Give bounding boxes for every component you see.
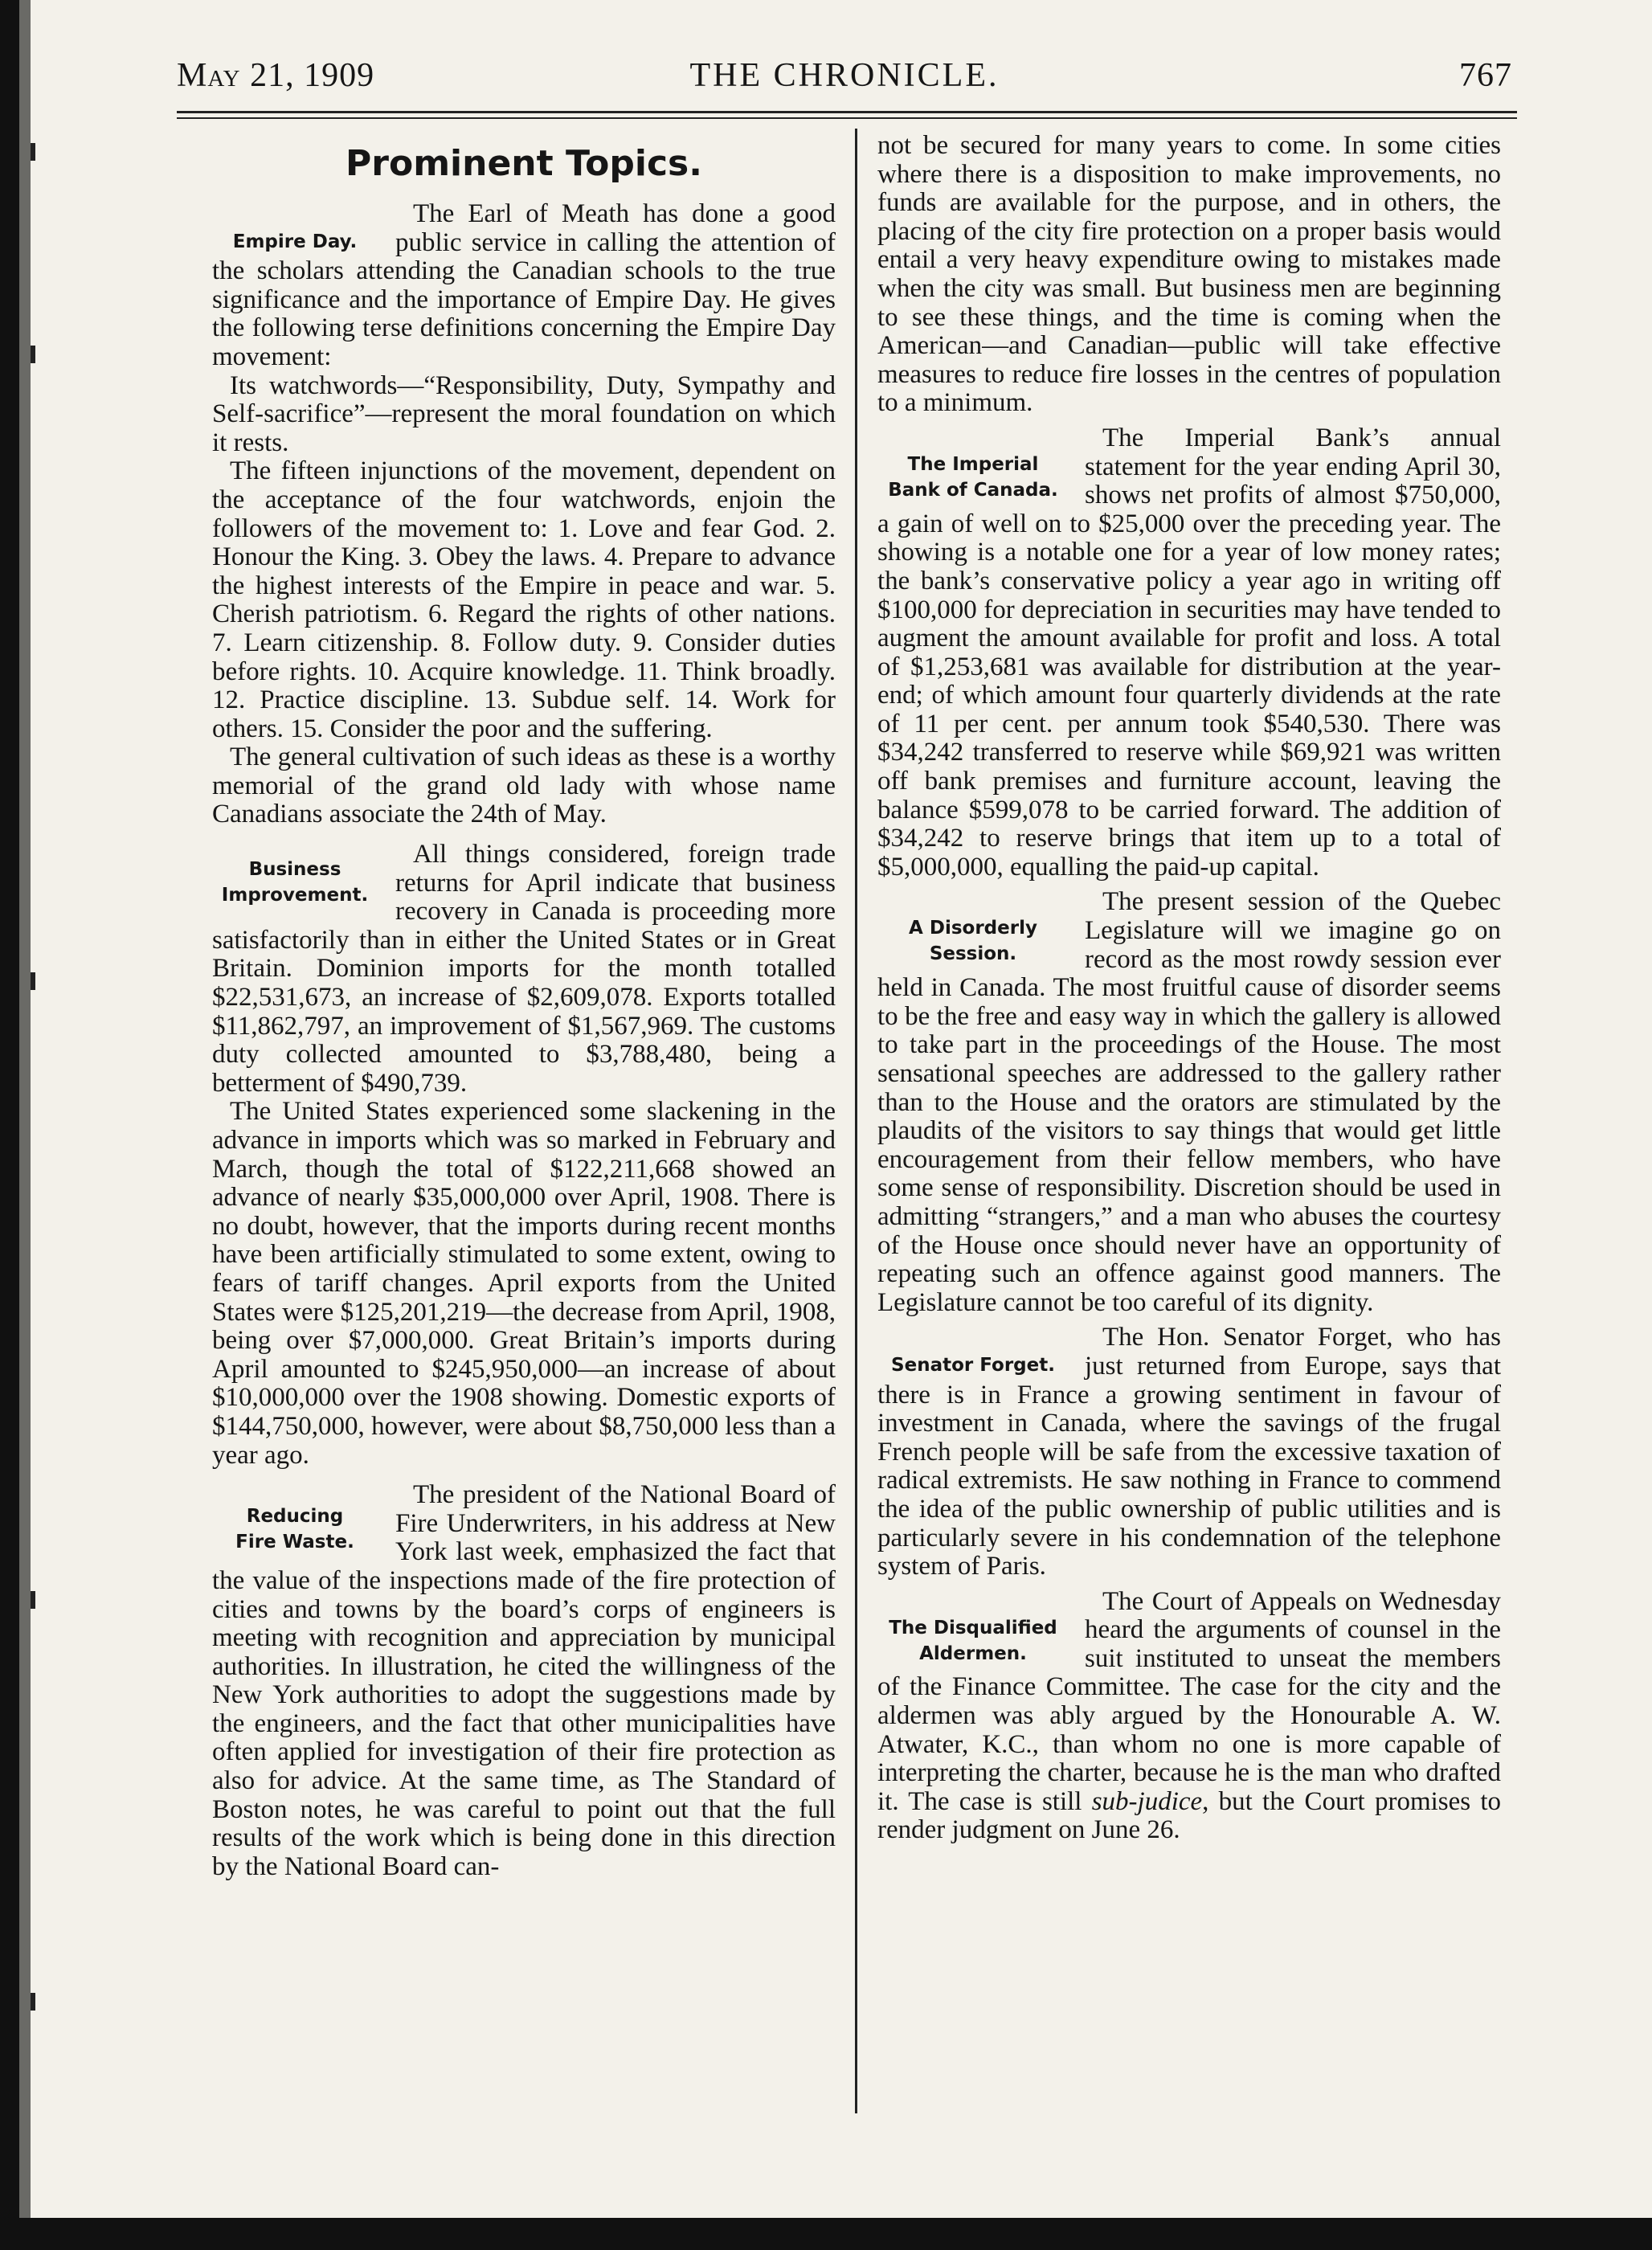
sidehead-text: Empire Day. (232, 231, 358, 252)
sidehead-line: Aldermen. (919, 1642, 1027, 1664)
article-paragraph: The United States experienced some slackening in the advance in imports which was so marked in February and March, though the total of $122,211,668 showed an advance of nearly $35,000,000 over April, 1908. There is no doubt, however, that the imports during recent months have been artificially stimulated to some extent, owing to fears of tariff changes. April exports from the United States were $125,201,219—the decrease from April, 1908, being over $7,000,000. Great Britain’s imports during April amounted to $245,950,000—an increase of about $10,000,000 over the 1908 showing. Domestic exports of $144,750,000, however, were about $8,750,000 less than a year ago. (212, 1097, 836, 1470)
sidehead-line: The Imperial (907, 453, 1039, 475)
article-paragraph: The president of the National Board of Fire Underwriters, in his address at New York last week, emphasized the fact that the value of the inspections made of the fire protection of cities and towns by the board’s corps of engineers is meeting with recognition and appreciation by municipal authorities. In illustration, he cited the willingness of the New York authorities to adopt the suggestions made by the engineers, and the fact that other municipalities have often applied for investigation of their fire protection as also for advice. At the same time, as The Standard of Boston notes, he was careful to point out that the full results of the work which is being done in this direction by the National Board can- (212, 1480, 836, 1881)
binding-edge (19, 0, 31, 2218)
article-paragraph: The Earl of Meath has done a good public service in calling the attention of the scholars attending the Canadian schools to the true significance and the importance of Empire Day. He gives the following terse definitions concerning the Empire Day movement: (212, 199, 836, 371)
article-paragraph: The fifteen injunctions of the movement, dependent on the acceptance of the four watchwords, enjoin the followers of the movement to: 1. Love and fear God. 2. Honour the King. 3. Obey the laws. 4. Prepare to advance the highest interests of the Empire in peace and war. 5. Cherish patriotism. 6. Regard the rights of other nations. 7. Learn citizenship. 8. Follow duty. 9. Consider duties before rights. 10. Acquire knowledge. 11. Think broadly. 12. Practice discipline. 13. Subdue self. 14. Work for others. 15. Consider the poor and the suffering. (212, 456, 836, 743)
article-sidehead (873, 1615, 1073, 1667)
page (19, 0, 1652, 2218)
article-paragraph: All things considered, foreign trade returns for April indicate that business recovery in Canada is proceeding more satisfactorily than in either the United States or in Great Britain. Dominion imports for the month totalled $22,531,673, an increase of $2,609,078. Exports totalled $11,862,797, an improvement of $1,567,969. The customs duty collected amounted to $3,788,480, being a betterment of $490,739. (212, 840, 836, 1098)
sidehead-line: The Disqualified (889, 1617, 1057, 1638)
article-paragraph: The present session of the Quebec Legislature will we imagine go on record as the most rowdy session ever held in Canada. The most fruitful cause of disorder seems to be the free and easy way in which the gallery is allowed to take part in the proceedings of the House. The most sensational speeches are addressed to the gallery rather than to the House and the orators are stimulated by the plaudits of the visitors to say things that would get little encouragement from their fellow members, who have some sense of responsibility. Discretion should be used in admitting “strangers,” and a man who abuses the courtesy of the House once should never have an opportunity of repeating such an offence against good manners. The Legislature cannot be too careful of its dignity. (877, 887, 1501, 1317)
binding-mark (31, 1591, 35, 1609)
sidehead-line: Improvement. (221, 885, 369, 906)
article-paragraph: Its watchwords—“Responsibility, Duty, Sympathy and Self-sacrifice”—represent the moral foundation on which it rests. (212, 370, 836, 457)
sidehead-line: Reducing (246, 1506, 344, 1528)
sidehead-line: Fire Waste. (235, 1532, 354, 1553)
sidehead-line: A Disorderly (909, 918, 1037, 939)
running-header (177, 56, 1512, 104)
italic-term: sub-judice (1091, 1786, 1203, 1816)
article-sidehead (873, 452, 1073, 503)
article-sidehead (873, 1352, 1073, 1378)
article-empire-day (212, 200, 836, 829)
article-sidehead (206, 857, 384, 908)
issue-date: May 21, 1909 (177, 57, 375, 94)
publication-title: THE CHRONICLE. (689, 57, 1000, 94)
article-reducing-fire-waste (212, 1481, 836, 1881)
binding-mark (31, 1993, 35, 2011)
binding-mark (31, 346, 35, 363)
section-heading: Prominent Topics. (346, 143, 702, 184)
article-sidehead (206, 1503, 384, 1555)
article-paragraph: The Imperial Bank’s annual statement for the year ending April 30, shows net profits of almost $750,000, a gain of well on to $25,000 over the preceding year. The showing is a notable one for a year of low money rates; the bank’s conservative policy a year ago in writing off $100,000 for depreciation in securities may have tended to augment the amount available for profit and loss. A total of $1,253,681 was available for distribution at the year-end; of which amount four quarterly dividends at the rate of 11 per cent. per annum took $540,530. There was $34,242 transferred to reserve while $69,921 was written off bank premises and furniture account, leaving the balance $599,078 to be carried forward. The addition of $34,242 to reserve brings that item up to a total of $5,000,000, equalling the paid-up capital. (877, 423, 1501, 882)
article-sidehead (873, 915, 1073, 967)
sidehead-text: Senator Forget. (891, 1355, 1055, 1377)
paragraph-text: The Court of Appeals on Wednesday heard the arguments of counsel in the suit instituted to unseat the members of the Finance Committee. The case for the city and the aldermen was ably argued by the Honourable A. W. Atwater, K.C., than whom no one is more capable of interpreting the charter, because he is the man who drafted it. The case is still (877, 1586, 1501, 1816)
left-column (212, 137, 836, 1888)
article-senator-forget (877, 1323, 1501, 1581)
article-paragraph: not be secured for many years to come. In some cities where there is a disposition to make improvements, no funds are available for the purpose, and in others, the placing of the city fire protection on a proper basis would entail a very heavy expenditure owing to mistakes made when the city was small. But business men are beginning to see these things, and the time is coming when the American—and Canadian—public will take effective measures to reduce fire losses in the centres of population to a minimum. (877, 131, 1501, 418)
header-rule (177, 111, 1517, 113)
article-fire-waste-continued (877, 132, 1501, 418)
binding-mark (31, 972, 35, 990)
header-rule (177, 117, 1517, 119)
sidehead-line: Bank of Canada. (888, 479, 1058, 501)
article-paragraph: The general cultivation of such ideas as these is a worthy memorial of the grand old lady with whose name Canadians associate the 24th of May. (212, 742, 836, 829)
column-divider (855, 129, 857, 2113)
sidehead-line: Session. (929, 943, 1017, 965)
binding-mark (31, 143, 35, 161)
page-number: 767 (1459, 57, 1512, 94)
paragraph-text: , but the Court promises to render judgment on June 26. (877, 1786, 1501, 1845)
article-imperial-bank (877, 424, 1501, 882)
article-sidehead (206, 229, 384, 255)
article-business-improvement (212, 841, 836, 1470)
article-disqualified-aldermen (877, 1588, 1501, 1845)
sidehead-line: Business (248, 859, 341, 881)
right-column (877, 132, 1501, 1851)
article-disorderly-session (877, 888, 1501, 1317)
article-paragraph: The Hon. Senator Forget, who has just returned from Europe, says that there is in France a growing sentiment in favour of investment in Canada, where the savings of the frugal French people will be safe from the excessive taxation of radical extremists. He saw nothing in France to commend the idea of the public ownership of public utilities and is particularly severe in his condemnation of the telephone system of Paris. (877, 1323, 1501, 1581)
